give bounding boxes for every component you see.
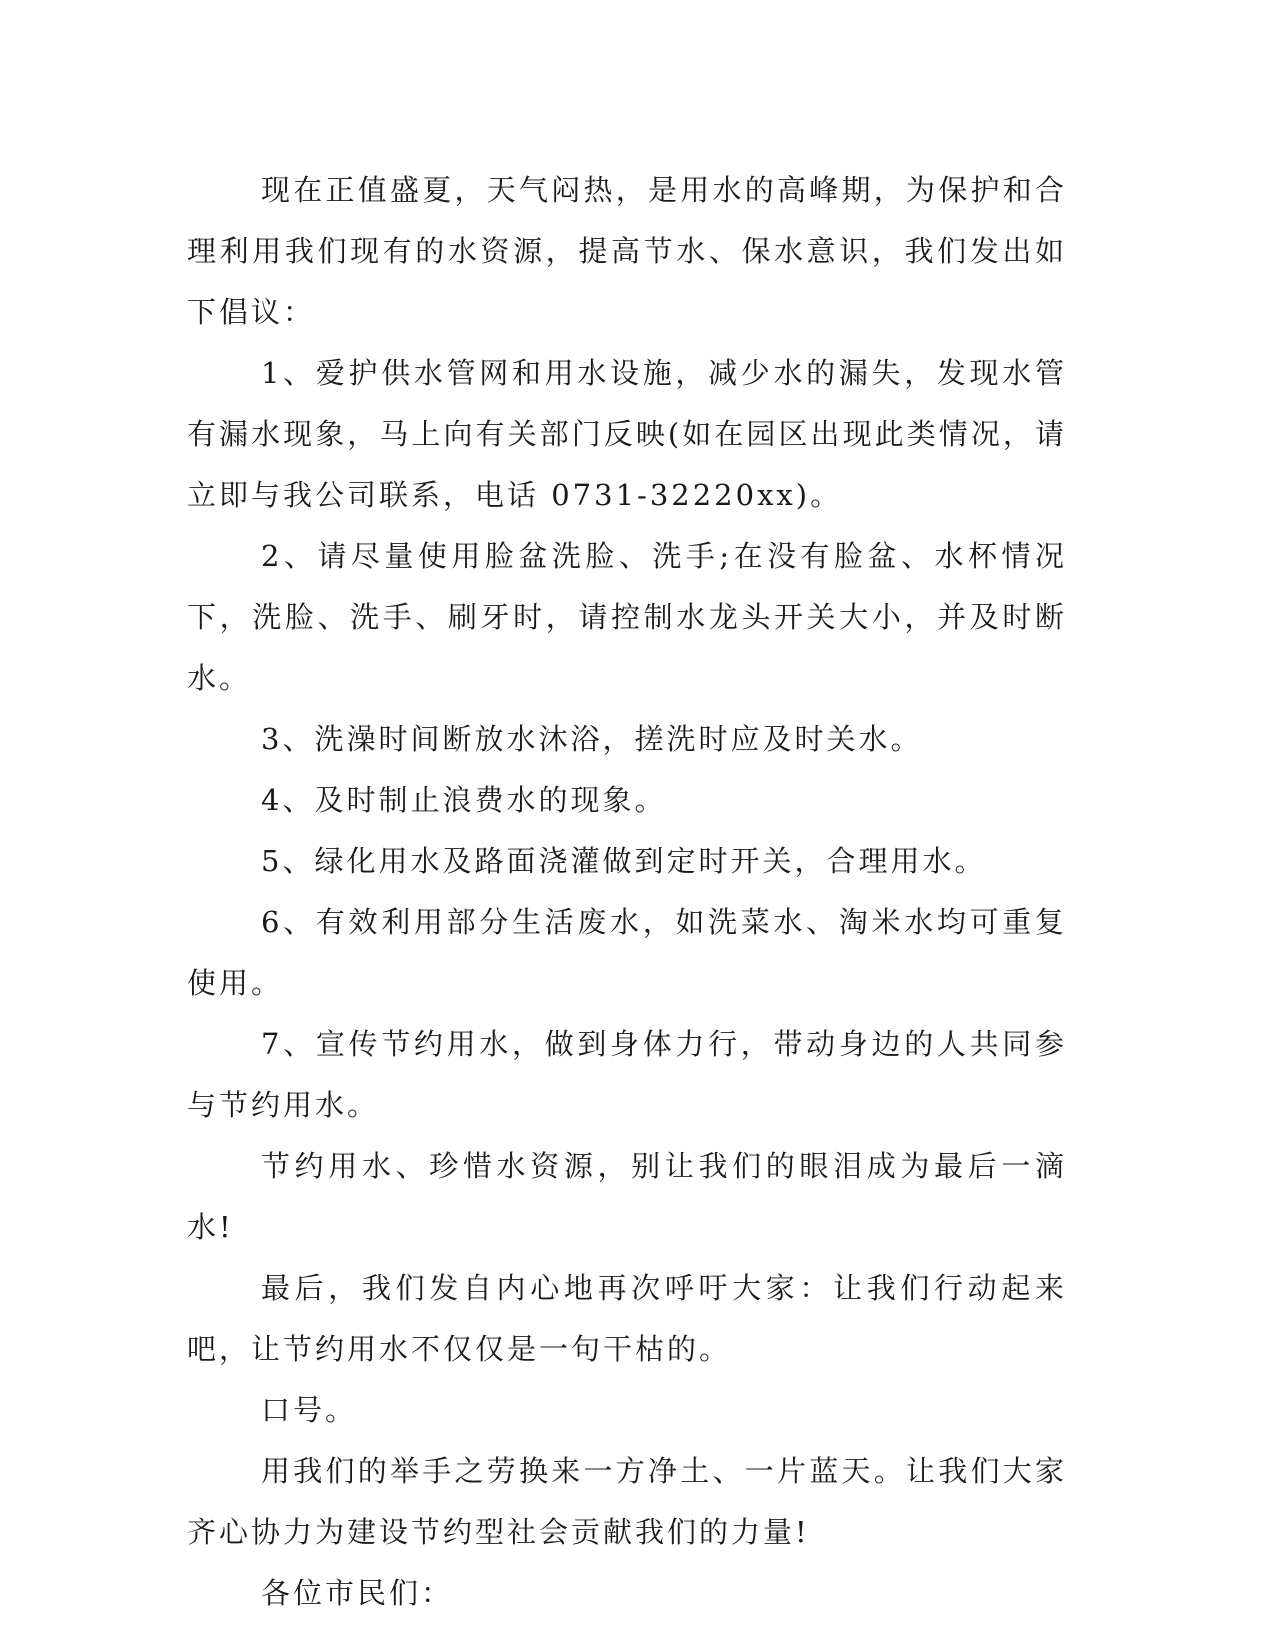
paragraph-slogan: 节约用水、珍惜水资源，别让我们的眼泪成为最后一滴水!: [187, 1149, 1067, 1244]
paragraph-item-7: 7、宣传节约用水，做到身体力行，带动身边的人共同参与节约用水。: [187, 1027, 1067, 1122]
paragraph-salutation: 各位市民们：: [261, 1576, 454, 1610]
paragraph-item-2: 2、请尽量使用脸盆洗脸、洗手;在没有脸盆、水杯情况下，洗脸、洗手、刷牙时，请控制水龙头开关大小，并及时断水。: [187, 539, 1067, 695]
paragraph-item-5: 5、绿化用水及路面浇灌做到定时开关，合理用水。: [261, 844, 987, 878]
paragraph-item-1: 1、爱护供水管网和用水设施，减少水的漏失，发现水管有漏水现象，马上向有关部门反映(如在园区出现此类情况，请立即与我公司联系，电话 0731-32220xx)。: [187, 356, 1067, 512]
paragraph-item-3: 3、洗澡时间断放水沐浴，搓洗时应及时关水。: [261, 722, 923, 756]
document-body: [187, 160, 1067, 1624]
paragraph-intro: 现在正值盛夏，天气闷热，是用水的高峰期，为保护和合理利用我们现有的水资源，提高节水、保水意识，我们发出如下倡议：: [187, 173, 1067, 329]
paragraph-slogan-word: 口号。: [261, 1393, 358, 1427]
paragraph-appeal: 最后，我们发自内心地再次呼吁大家：让我们行动起来吧，让节约用水不仅仅是一句干枯的。: [187, 1271, 1067, 1366]
paragraph-item-6: 6、有效利用部分生活废水，如洗菜水、淘米水均可重复使用。: [187, 905, 1067, 1000]
paragraph-closing: 用我们的举手之劳换来一方净土、一片蓝天。让我们大家齐心协力为建设节约型社会贡献我们的力量!: [187, 1454, 1067, 1549]
paragraph-item-4: 4、及时制止浪费水的现象。: [261, 783, 667, 817]
